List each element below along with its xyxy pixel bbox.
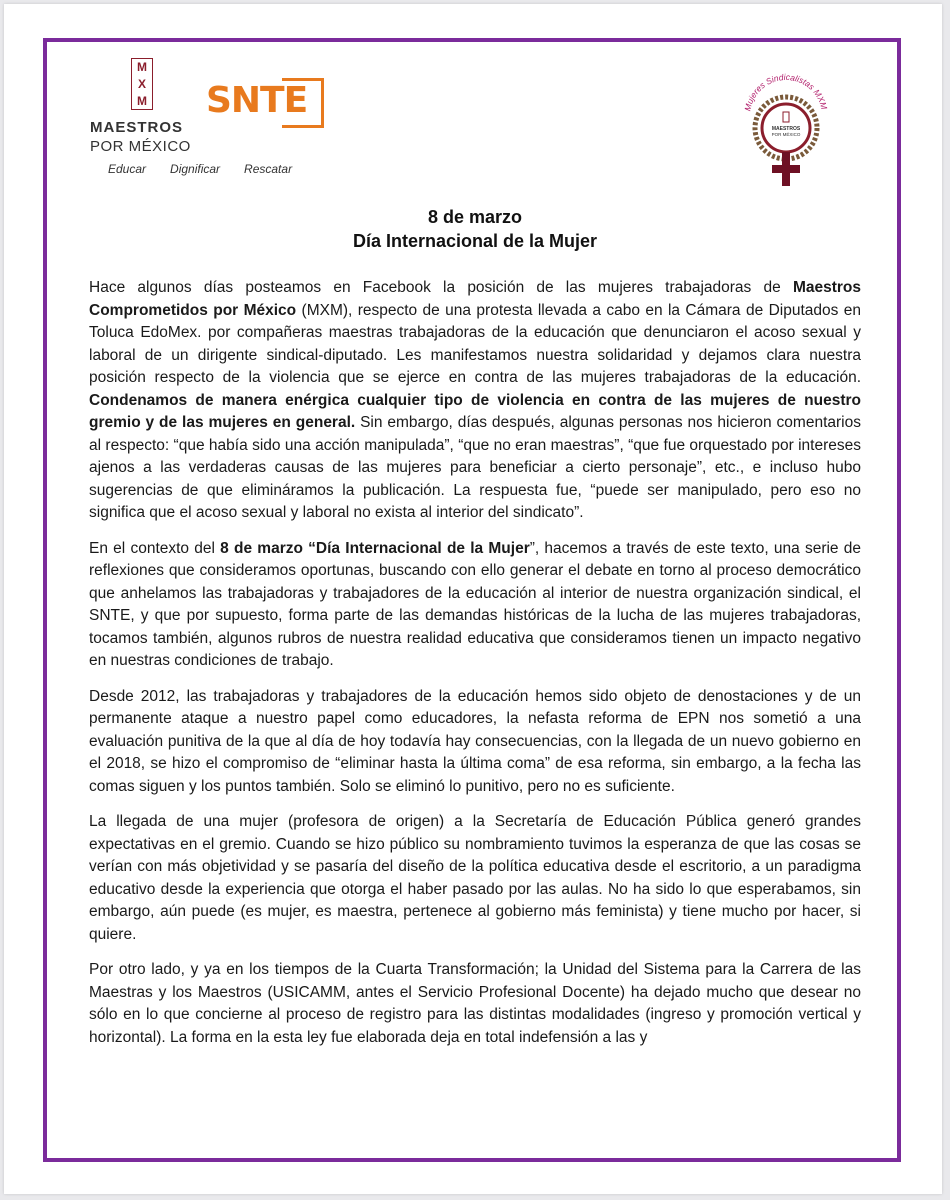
slogan-word: Educar — [108, 162, 147, 176]
mxm-letter: X — [137, 76, 146, 91]
mxm-letter: M — [137, 60, 147, 75]
mxm-logo — [131, 58, 153, 110]
org-name-line1: MAESTROS — [90, 119, 184, 136]
org-name-line2: POR MÉXICO — [90, 138, 191, 155]
emblem-inner-line2: POR MÉXICO — [771, 132, 801, 137]
snte-logo: SNTE — [206, 80, 308, 121]
svg-text:Mujeres Sindicalistas MXM — [742, 72, 829, 112]
slogan-word: Rescatar — [244, 162, 293, 176]
document-body — [89, 277, 861, 1062]
paragraph-3: Desde 2012, las trabajadoras y trabajadores de la educación hemos sido objeto de denostaciones y de un permanente ataque a nuestro papel como educadores, la nefasta reforma de EPN nos sometió a una evaluación punitiva de la que al día de hoy todavía hay consecuencias, con la llegada de un nuevo gobierno en el 2018, se hizo el compromiso de “eliminar hasta la última coma” de esa reforma, sin embargo, a la fecha las comas siguen y los puntos también. Solo se eliminó lo punitivo, pero no es suficiente. — [89, 687, 861, 795]
venus-crossbar — [772, 165, 800, 173]
paragraph-5: Por otro lado, y ya en los tiempos de la Cuarta Transformación; la Unidad del Sistema para la Carrera de las Maestras y los Maestros (USICAMM, antes el Servicio Profesional Docente) ha dejado mucho que desear no sólo en lo que concierne al proceso de registro para las distintas modalidades (ingreso y promoción vertical y horizontal). La forma en la esta ley fue elaborada deja en total indefensión a las y — [89, 961, 861, 1046]
paragraph-4: La llegada de una mujer (profesora de origen) a la Secretaría de Educación Pública generó grandes expectativas en el gremio. Cuando se hizo público su nombramiento tuvimos la esperanza de que las cosas se verían con más objetividad y se pasaría del diseño de la política educativa desde el escritorio, a un paradigma educativo desde la experiencia que otorga el haber pasado por las aulas. No ha sido lo que esperabamos, sin embargo, aún puede (es mujer, es maestra, pertenece al gobierno más feminista) y tiene mucho por hacer, si quiere. — [89, 813, 861, 943]
document-date-title: 8 de marzo — [427, 207, 523, 227]
org-slogan — [108, 162, 292, 176]
snte-logo-frame — [282, 78, 324, 128]
emblem-inner-line1: MAESTROS — [771, 126, 801, 132]
document-title: Día Internacional de la Mujer — [352, 231, 598, 251]
emblem-arc-text: Mujeres Sindicalistas MXM — [742, 71, 830, 112]
mxm-letter: M — [137, 93, 147, 108]
paragraph-2: En el contexto del 8 de marzo “Día Internacional de la Mujer”, hacemos a través de este texto, una serie de reflexiones que consideramos oportunas, buscando con ello generar el debate en torno al proceso democrático que anhelamos las trabajadoras y trabajadores de la educación al interior de nuestra organización sindical, el SNTE, y que por supuesto, forma parte de las demandas históricas de la lucha de las mujeres trabajadoras, tocamos también, algunos rubros de nuestra realidad educativa que consideramos tienen un impacto negativo en nuestras condiciones de trabajo. — [89, 539, 862, 669]
paragraph-1: Hace algunos días posteamos en Facebook la posición de las mujeres trabajadoras de Maestros Comprometidos por México (MXM), respecto de una protesta llevada a cabo en la Cámara de Diputados en Toluca EdoMex. por compañeras maestras trabajadoras de la educación que denunciaron el acoso sexual y laboral de un dirigente sindical-diputado. Les manifestamos nuestra solidaridad y dejamos clara nuestra posición respecto de la violencia que se ejerce en contra de las mujeres trabajadoras de la educación. Condenamos de manera enérgica cualquier tipo de violencia en contra de las mujeres de nuestro gremio y de las mujeres en general. Sin embargo, días después, algunas personas nos hicieron comentarios al respecto: “que había sido una acción manipulada”, “que no eran maestras”, “que fue orquestado por intereses ajenos a las verdaderas causas de las mujeres para beneficiar a cierto personaje”, etc., e incluso hubo sugerencias de que elimináramos la publicación. La respuesta fue, “puede ser manipulado, pero eso no significa que el acoso sexual y laboral no exista al interior del sindicato”. — [89, 279, 862, 521]
emblem-mxm-mark — [783, 112, 789, 122]
mujeres-sindicalistas-emblem — [736, 70, 836, 188]
slogan-word: Dignificar — [170, 162, 221, 176]
